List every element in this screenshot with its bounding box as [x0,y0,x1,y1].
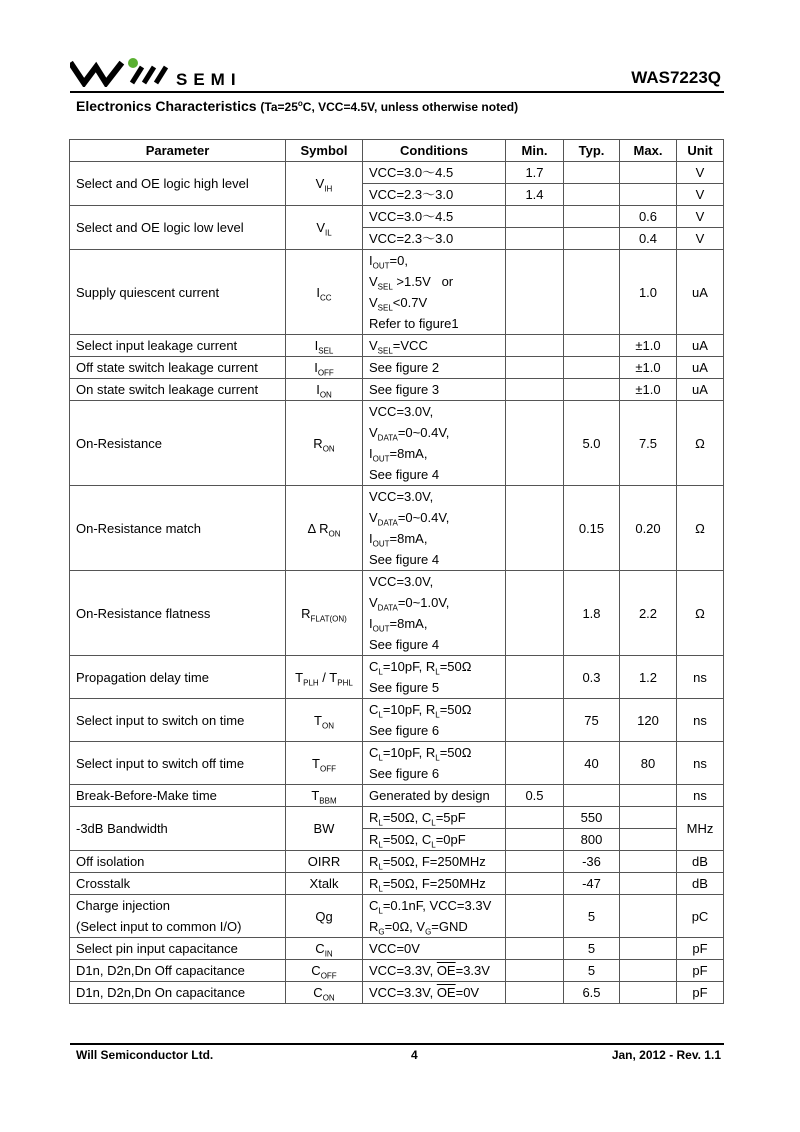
brand-name: SEMI [176,70,242,89]
table-row: Off isolation OIRR $R_L=50\Omega$, F=250MHz -36 dB [70,851,724,873]
table-row: On state switch leakage current $I_{ON}$ See figure 3 ±1.0 uA [70,379,724,401]
table-row: Off state switch leakage current $I_{OFF}$ See figure 2 ±1.0 uA [70,357,724,379]
column-header: Symbol [286,140,363,162]
table-row: On-Resistance match Δ $R_{ON}$ VCC=3.0V, $V_{DATA}=0\sim 0.4V$, $I_{OUT}=8mA$, See figure 4 0.15 0.20 Ω [70,486,724,571]
table-row: Break-Before-Make time $T_{BBM}$ Generated by design 0.5 ns [70,785,724,807]
table-row: Select input to switch on time $T_{ON}$ $C_L=10pF$, $R_L=50\Omega$ See figure 6 75 120 ns [70,699,724,742]
table-row: Supply quiescent current $I_{CC}$ $I_{OUT}=0$, $V_{SEL} >1.5V$ or $V_{SEL}<0.7V$ Refer to figure1 1.0 uA [70,250,724,335]
table-row: On-Resistance $R_{ON}$ VCC=3.0V, $V_{DATA}=0\sim 0.4V$, $I_{OUT}=8mA$, See figure 4 5.0 7.5 Ω [70,401,724,486]
table-row: Select and OE logic low level $V_{IL}$ VCC=3.0～4.5 0.6 V [70,206,724,228]
table-row: D1n, D2n,Dn On capacitance $C_{ON}$ VCC=3.3V, $\overline{OE}=0V$ 6.5 pF [70,982,724,1004]
header-rule [70,91,724,93]
table-row: Propagation delay time $T_{PLH} / T_{PHL}$ $C_L=10pF$, $R_L=50\Omega$ See figure 5 0.3 1.2 ns [70,656,724,699]
footer-company: Will Semiconductor Ltd. [76,1048,214,1062]
table-row: VCC=2.3～3.0 0.4 V [70,228,724,250]
column-header: Typ. [564,140,620,162]
table-row: On-Resistance flatness $R_{FLAT(ON)}$ VCC=3.0V, $V_{DATA}=0\sim 1.0V$, $I_{OUT}=8mA$, See figure 4 1.8 2.2 Ω [70,571,724,656]
table-row: Select input leakage current $I_{SEL}$ $V_{SEL}=VCC$ ±1.0 uA [70,335,724,357]
column-header: Unit [677,140,724,162]
table-row: D1n, D2n,Dn Off capacitance $C_{OFF}$ VCC=3.3V, $\overline{OE}=3.3V$ 5 pF [70,960,724,982]
footer-revision: Jan, 2012 - Rev. 1.1 [611,1048,721,1062]
table-row: VCC=2.3～3.0 1.4 V [70,184,724,206]
column-header: Min. [506,140,564,162]
footer-rule [70,1043,724,1045]
table-row: -3dB Bandwidth BW $R_L=50\Omega$, $C_L=5pF$ 550 MHz [70,807,724,829]
column-header: Max. [620,140,677,162]
table-row: Select pin input capacitance $C_{IN}$ VCC=0V 5 pF [70,938,724,960]
table-row: $R_L=50\Omega$, $C_L=0pF$ 800 [70,829,724,851]
column-header: Parameter [70,140,286,162]
part-number: WAS7223Q [631,68,721,87]
page-number: 4 [411,1048,418,1062]
section-title: Electronics Characteristics ($Ta=25^oC$, VCC=4.5V, unless otherwise noted) [76,98,519,114]
section-conditions: ($Ta=25^oC$, VCC=4.5V, unless otherwise noted) [260,99,519,114]
table-row: Charge injection (Select input to common I/O) Qg $C_L=0.1nF$, VCC=3.3V $R_G=0\Omega$, $V_G=GND$ 5 pC [70,895,724,938]
table-header-row [70,140,724,162]
column-header: Conditions [363,140,506,162]
will-semi-logo [70,57,170,87]
table-row: Select input to switch off time $T_{OFF}$ $C_L=10pF$, $R_L=50\Omega$ See figure 6 40 80 ns [70,742,724,785]
table-row: Select and OE logic high level $V_{IH}$ VCC=3.0～4.5 1.7 V [70,162,724,184]
electrical-characteristics-table [69,139,724,1004]
table-row: Crosstalk Xtalk $R_L=50\Omega$, F=250MHz -47 dB [70,873,724,895]
